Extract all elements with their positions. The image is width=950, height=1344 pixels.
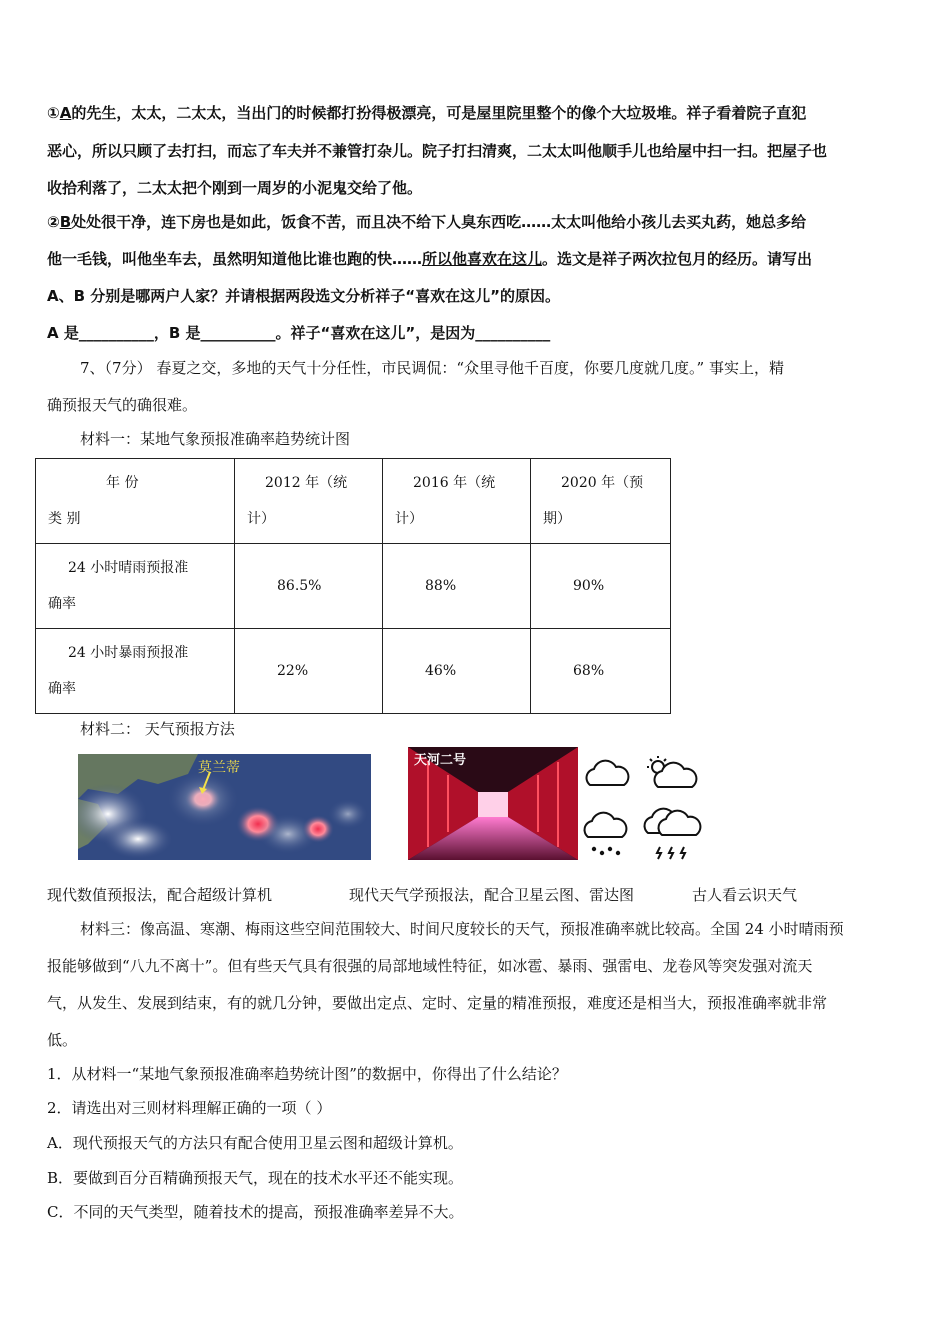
para2-line2: 他一毛钱，叫他坐车去，虽然明知道他比谁也跑的快……所以他喜欢在这儿。选文是祥子两次拉包月的经历。请写出 [47, 250, 813, 268]
para1-line2: 恶心，所以只顾了去打扫，而忘了车夫并不兼管打杂儿。院子打扫清爽，二太太叫他顺手儿也给屋中扫一扫。把屋子也 [47, 142, 828, 160]
para1-line3: 收拾利落了，二太太把个刚到一周岁的小泥鬼交给了他。 [47, 179, 423, 197]
para1-line1: ①A的先生，太太，二太太，当出门的时候都打扮得极漂亮，可是屋里院里整个的像个大垃圾堆。祥子看着院子直犯 [47, 104, 807, 122]
material1-title: 材料一：某地气象预报准确率趋势统计图 [80, 430, 351, 448]
option-c: C．不同的天气类型，随着技术的提高，预报准确率差异不大。 [47, 1203, 464, 1221]
table-row [36, 544, 671, 629]
para2-line3: A、B 分别是哪两户人家？并请根据两段选文分析祥子“喜欢在这儿”的原因。 [47, 287, 560, 305]
caption-ancient: 古人看云识天气 [692, 886, 798, 904]
label-a: A [59, 104, 72, 122]
material3-line4: 低。 [47, 1031, 78, 1049]
weather-icons [580, 755, 710, 865]
supercomputer-label: 天河二号 [414, 753, 467, 768]
para2-line1: ②B处处很干净，连下房也是如此，饭食不苦，而且决不给下人臭东西吃……太太叫他给小孩儿去买丸药，她总多给 [47, 213, 807, 231]
table-cell: 86.5% [235, 544, 383, 629]
col-2020: 2020 年（预 期） [531, 459, 671, 544]
label-b: B [59, 213, 72, 231]
material3-line1: 材料三：像高温、寒潮、梅雨这些空间范围较大、时间尺度较长的天气，预报准确率就比较高。全国 24 小时晴雨预 [80, 920, 844, 938]
cloud-icon [586, 761, 628, 785]
thunderstorm-icon [644, 809, 700, 859]
row-label: 24 小时暴雨预报准 确率 [36, 629, 235, 714]
snow-cloud-icon [584, 813, 626, 855]
sun-cloud-icon [647, 756, 696, 787]
question-1: 1．从材料一“某地气象预报准确率趋势统计图”的数据中，你得出了什么结论？ [47, 1065, 567, 1083]
material3-line2: 报能够做到“八九不离十”。但有些天气具有很强的局部地域性特征，如冰雹、暴雨、强雷电、龙卷风等突发强对流天 [47, 957, 813, 975]
col-2016: 2016 年（统 计） [383, 459, 531, 544]
option-b: B．要做到百分百精确预报天气，现在的技术水平还不能实现。 [47, 1169, 464, 1187]
answer-blanks: A 是__________，B 是__________。祥子“喜欢在这儿”，是因为__________ [47, 324, 551, 342]
table-row [36, 629, 671, 714]
option-a: A．现代预报天气的方法只有配合使用卫星云图和超级计算机。 [47, 1134, 463, 1152]
supercomputer-image [408, 747, 578, 860]
caption-synoptic: 现代天气学预报法，配合卫星云图、雷达图 [349, 886, 635, 904]
typhoon-label: 莫兰蒂 [198, 760, 240, 776]
table-cell: 68% [531, 629, 671, 714]
satellite-typhoon-image [78, 754, 371, 860]
table-header-row [36, 459, 671, 544]
q7-line2: 确预报天气的确很难。 [47, 396, 198, 414]
q7-line1: 7、（7分） 春夏之交，多地的天气十分任性，市民调侃：“众里寻他千百度，你要几度就几度。” 事实上，精 [80, 359, 784, 377]
question-2: 2．请选出对三则材料理解正确的一项（ ） [47, 1099, 332, 1117]
material2-title: 材料二： 天气预报方法 [80, 720, 235, 738]
table-cell: 22% [235, 629, 383, 714]
caption-numerical: 现代数值预报法，配合超级计算机 [47, 886, 273, 904]
row-label: 24 小时晴雨预报准 确率 [36, 544, 235, 629]
accuracy-table [35, 458, 671, 714]
table-cell: 46% [383, 629, 531, 714]
col-2012: 2012 年（统 计） [235, 459, 383, 544]
table-cell: 88% [383, 544, 531, 629]
table-cell: 90% [531, 544, 671, 629]
table-corner-cell: 年 份 类 别 [36, 459, 235, 544]
material3-line3: 气，从发生、发展到结束，有的就几分钟，要做出定点、定时、定量的精准预报，难度还是相当大，预报准确率就非常 [47, 994, 828, 1012]
